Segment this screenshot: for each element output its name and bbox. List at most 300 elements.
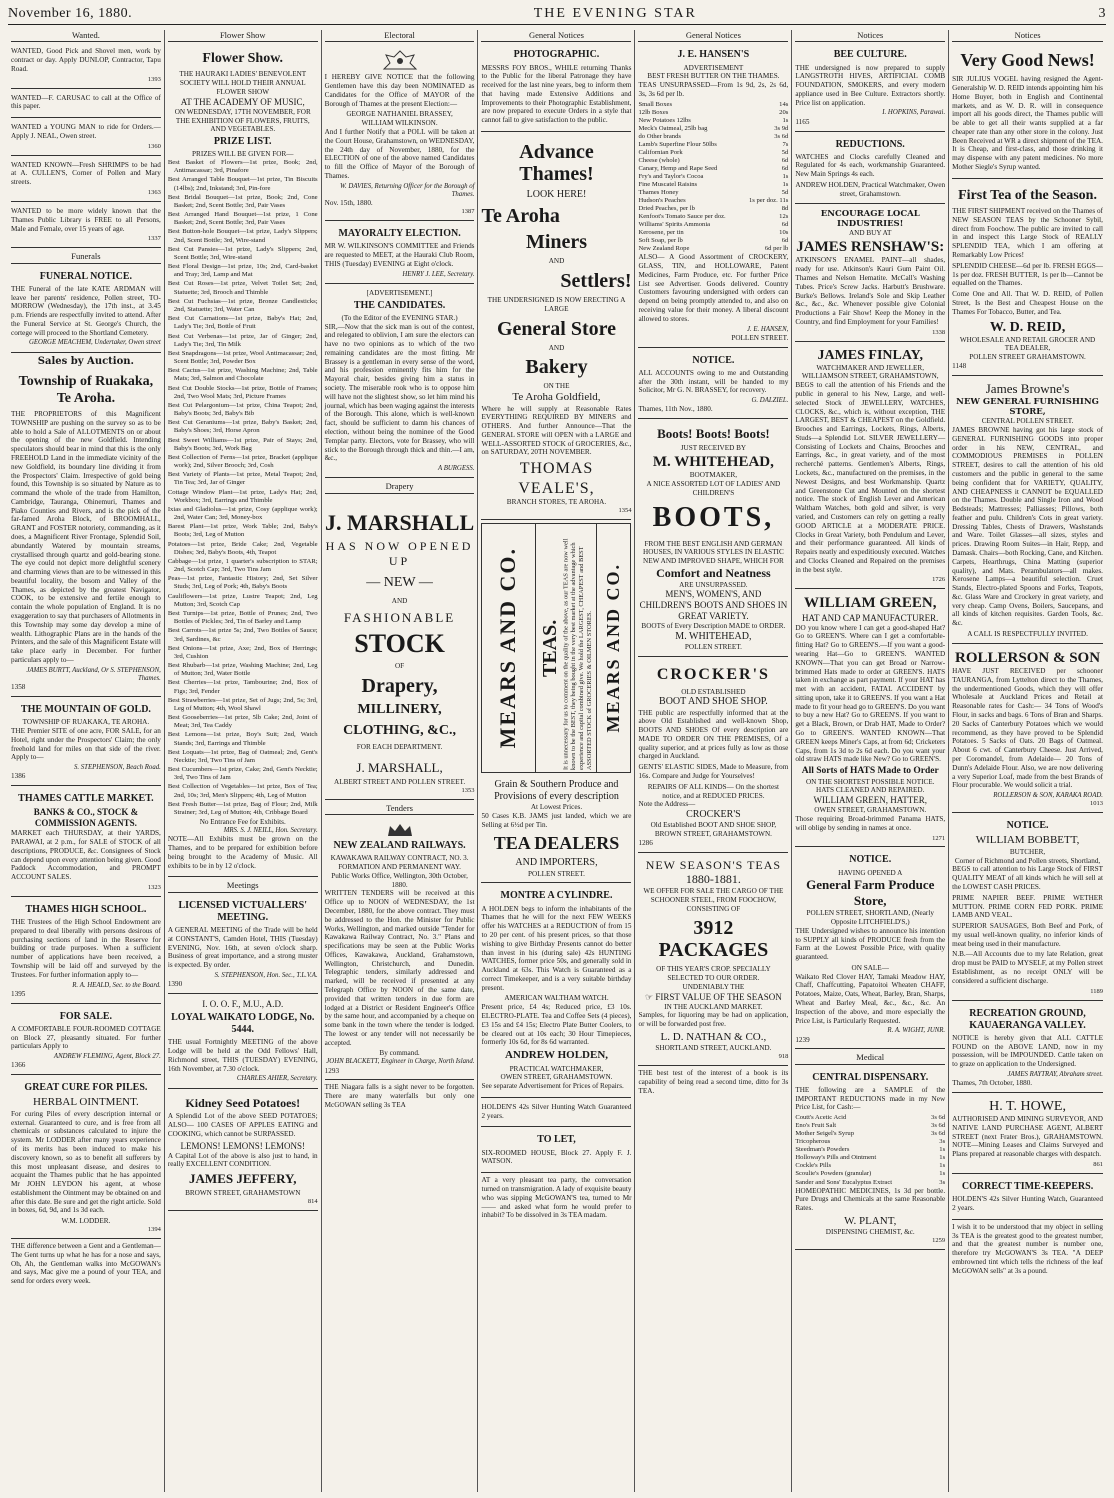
prize-item: Cottage Window Plant—1st prize, Lady's Hat; 2nd, Workbox; 3rd, Earrings and Thimble: [167, 488, 318, 504]
prize-item: Best Cherries—1st prize, Tambourine; 2nd, Box of Figs; 3rd, Fender: [167, 679, 318, 695]
cattle-text: MARKET each THURSDAY, at their YARDS, PARAWAI, at 2 p.m., for SALE of STOCK of all descriptions, PRODUCE, &c. Consignees of Stock can depend upon every attention being given. Good Paddock Accommodation, and PROMPT ACCOUNT SALES.: [11, 829, 161, 882]
veale-addr: BRANCH STORES, TE AROHA.: [506, 498, 607, 507]
price-row-price: 20s: [779, 108, 789, 116]
piles-title: GREAT CURE FOR PILES.: [24, 1082, 148, 1094]
let-ad: [481, 1130, 631, 1173]
disp-row-price: 1s: [939, 1154, 946, 1162]
lv-ad: [168, 896, 318, 994]
whitehead-ad: [638, 422, 788, 657]
prize-item: Best Cut Roses—1st prize, Velvet Toilet Set; 2nd, Statuette; 3rd, Brooch and Thimble: [167, 280, 318, 296]
ruakaka-text: THE PROPRIETORS of this Magnificent TOWNSHIP are pushing on the survey so as to be able to hold a Sale of ALLOTMENTS on or about the opening of the new Goldfield. Intending speculators should bear in mind that this is the only FREEHOLD Land in the immediate vicinity of the new Goldfield, its boundary line dividing it from the Prospectors' Claim. Irrespective of gold being found, this Township is so situated by Nature as to command the whole of the trade from Hamilton, Cambridge, Tauranga, Ohinemuri, Thames and Piako Counties and Rivers, and is the pick of the far-famed Aroha Block, of BROOMHALL, GRANT and FOSTER notoriety, commanding, as it does, a Magnificent River Frontage, Splendid Soil, abundantly Watered by mountain streams, crystallised through quartz and gold-bearing stone. The eye could not depict more delightful scenery and charming views than are to be witnessed in this beautiful locality, the bosom and Valley of the Thames, as depicted by the greatest Navigator, COOK, to be extensive and fertile enough to contain the whole population of England. It is no exaggeration to say that purchasers of Allotments in this Township may some day develop a mine of wealth. Lithographic Plans are in the hands of the Printers, and the sale of this Magnificent Estate will take place early in December. For further particulars apply to—: [11, 410, 161, 664]
undersigned: THE UNDERSIGNED IS NOW ERECTING A LARGE: [487, 295, 626, 313]
column-notices-2: [949, 30, 1106, 1492]
price-row-price: 3s 6d: [774, 132, 789, 140]
howe-ad: [952, 1096, 1103, 1174]
flower-show-ad: [168, 45, 318, 877]
wh-addr: POLLEN STREET.: [684, 643, 742, 652]
on-the: ON THE: [543, 382, 570, 391]
let-text: SIX-ROOMED HOUSE, Block 27. Apply F. J. WATSON.: [481, 1148, 632, 1166]
green-sub: HAT AND CAP MANUFACTURER.: [802, 612, 939, 623]
prize-item: Best Collection of Vegetables—1st prize, Box of Tea; 2nd, 10s; 3rd, Men's Slippers; 4th, Leg of Mutton: [167, 783, 318, 799]
wanted-text: WANTED to be more widely known that the Thames Public Library is FREE to all Persons, Male and Female, over 15 years of age.: [11, 206, 161, 233]
look-here: LOOK HERE!: [526, 189, 587, 201]
butter: BEST FRESH BUTTER ON THE THAMES.: [647, 72, 780, 81]
prize-title: PRIZE LIST.: [213, 136, 272, 148]
shortest: ON THE SHORTEST POSSIBLE NOTICE.: [805, 777, 935, 786]
prize-item: Potatoes—1st prize, Bride Cake; 2nd, Vegetable Dishes; 3rd, Baby's Boots, 4th, Teapot: [167, 540, 318, 556]
te-aroha: Te Aroha: [481, 205, 560, 228]
finlay-addr: WILLIAMSON STREET, GRAHAMSTOWN,: [801, 372, 939, 381]
flower-at: AT THE ACADEMY OF MUSIC,: [180, 96, 305, 107]
crocker-addr: BROWN STREET, GRAHAMSTOWN.: [654, 830, 772, 839]
disp-row-label: Coutt's Acetic Acid: [795, 1114, 847, 1122]
crocker-text: THE public are respectfully informed that at the above Old Established and well-known Shop, BOOTS AND SHOES Of every description are MADE TO ORDER ON THE PREMISES, Of a quality superior, and at prices fully as low as those charged in Auckland.: [638, 708, 789, 761]
montre-text: A HOLDEN begs to inform the inhabitants of the Thames that he will for the next FEW WEEKS offer his WATCHES at a REDUCTION of from 15 to 20 per cent. of his present prices, so that those wishing to give Birthday Presents cannot do better than invest in his (during sale) 42s HUNTING WATCHES, former price 50s, and generally sold in Auckland at 63s. This Watch is Guaranteed as a correct Timekeeper, and is a very suitable birthday present.: [481, 904, 632, 992]
price-row-label: Lamb's Superfine Flour 50lbs: [638, 140, 717, 148]
renshaw-ad: [795, 207, 945, 342]
renshaw-num: 1338: [932, 328, 946, 336]
wanted-text: WANTED—F. CARUSAC to call at the Office of this paper.: [11, 93, 161, 111]
gold-title: THE MOUNTAIN OF GOLD.: [20, 704, 151, 716]
hansen-adv: ADVERTISEMENT: [683, 63, 744, 72]
school-sig: R. A. HEALD, Sec. to the Board.: [72, 981, 161, 989]
grain-ad: [481, 777, 631, 883]
finlay-ad: [795, 345, 945, 590]
price-row-label: Kenfoot's Tomato Sauce per doz.: [638, 213, 726, 221]
prize-item: Cabbage—1st prize, 1 quarter's subscription to STAR; 2nd, Scotch Cap; 3rd, Two Tins Jam: [167, 557, 318, 574]
general-store: General Store: [496, 317, 616, 340]
column-wanted: [8, 30, 165, 1492]
bobbett-text: BEGS to call attention to his Large Stock of FIRST QUALITY MEAT of all kinds which he will sell at the LOWEST CASH PRICES.: [952, 865, 1103, 891]
recreation: RECREATION GROUND, KAUAERANGA VALLEY.: [969, 1007, 1086, 1031]
prize-item: Best Cut Carnations—1st prize, Baby's Hat; 2nd, Lady's Tie; 3rd, Bottle of Fruit: [167, 315, 318, 331]
notice-title: NOTICE.: [692, 354, 735, 366]
holden-text: See separate Advertisement for Prices of Repairs.: [481, 1082, 624, 1091]
disp-row-price: 3s: [939, 1138, 946, 1146]
prize-item: Cauliflowers—1st prize, Lustre Teapot; 2nd, Leg Mutton; 3rd, Scotch Cap: [167, 592, 318, 608]
col4-closing: AT a very pleasant tea party, the conversation turned on transmigration. A lady of exquisite beauty who was sipping McGOWAN'S tea, turned to Mr —— and asked what form he would prefer to inhabit? To be dissolved in 3s TEA madam.: [481, 1176, 632, 1220]
green-ad: [795, 592, 945, 847]
disp-row: [795, 1179, 945, 1187]
price-row-price: 1s: [782, 172, 789, 180]
section-head-auction: Sales by Auction.: [37, 355, 135, 367]
wanted-ad: [11, 92, 161, 119]
cattle-sub: BANKS & CO., STOCK & COMMISSION AGENTS.: [33, 807, 139, 829]
section-head-notices-2: Notices: [952, 30, 1103, 42]
price-row-label: New Zealand Rope: [638, 245, 690, 253]
tender-sig: JOHN BLACKETT, Engineer in Charge, North Island.: [326, 1058, 475, 1066]
price-row-label: Fry's and Taylor's Cocoa: [638, 172, 704, 180]
masthead-page: 3: [1098, 5, 1106, 21]
marshall-fashionable: FASHIONABLE: [343, 610, 456, 625]
mayoralty-sig: HENRY J. LEE, Secretary.: [402, 270, 475, 278]
marshall-has: HAS NOW OPENED UP: [325, 538, 474, 568]
sausages: SUPERIOR SAUSAGES, Both Beef and Pork, of my usual well-known quality, no inferior kinds of meat being used in their manufacture.: [952, 922, 1103, 948]
dispensary-ad: [795, 1068, 945, 1250]
marshall-new: — NEW —: [366, 575, 433, 591]
price-row-price: 1s: [782, 180, 789, 188]
electoral-ad: [325, 45, 475, 221]
column-flower-show: [165, 30, 322, 1492]
price-row-label: 12lb Boxes: [638, 108, 669, 116]
prize-item: Best Strawberries—1st prize, Set of Jugs; 2nd, 5s; 3rd, Leg of Mutton; 4th, Wool Shawl: [167, 696, 318, 712]
jeffery-addr: BROWN STREET, GRAHAMSTOWN: [185, 1189, 301, 1198]
holden-sig-2: ANDREW HOLDEN, Practical Watchmaker, Owen street, Grahamstown.: [795, 181, 946, 198]
piles-sub: HERBAL OINTMENT.: [33, 1096, 139, 1109]
whitehead: M. WHITEHEAD,: [652, 453, 774, 470]
veale-num: 1354: [618, 507, 632, 515]
mears-ad: [481, 523, 631, 773]
price-row: [638, 117, 788, 125]
rec-text: NOTICE is hereby given that ALL CATTLE FOUND on the ABOVE LAND, now in my possession, will be IMPOUNDED. Cattle taken on to graze on application to the Undersigned.: [952, 1033, 1103, 1069]
col1-closing: THE difference between a Gent and a Gentleman—The Gent turns up what he has for a nose and says, Oh, Ah, the Gentleman walks into McGOWAN's and says, Mac give me a pound of your TEA, and send for orders every week.: [11, 1241, 161, 1286]
gents: GENTS' ELASTIC SIDES, Made to Measure, from 16s. Compare and Judge for Yourselves!: [638, 763, 789, 781]
disp-row-label: Mother Seigel's Syrup: [795, 1130, 855, 1138]
notice-text: ALL ACCOUNTS owing to me and Outstanding after the 30th instant, will be handed to my Solicitor, Mr G. N. BRASSEY, for recovery.: [638, 368, 789, 395]
prize-item: Best Cut Pansies—1st prize, Lady's Slippers; 2nd, Scent Bottle; 3rd, Wire-stand: [167, 245, 318, 261]
farm-title: General Farm Produce Store,: [806, 877, 935, 909]
wanted-num: 1393: [147, 75, 161, 83]
price-row: [638, 245, 788, 253]
boots-big: BOOTS,: [652, 502, 775, 534]
tender-text: WRITTEN TENDERS will be received at this Office up to NOON of WEDNESDAY, the 1st December, 1880, for the above contract. They must be addressed to the Hon. the Minister for Public Works, Wellington, and marked outside "Tender for Kawakawa Railway Contract, No. 3." Plans and specifications may be seen at the Public Works Offices, Kawakawa, Auckland, Grahamstown, Wellington, Christchurch, and Dunedin. Telegraphic tenders, similarly addressed and marked, will be received if presented at any Telegraph Office by NOON of the same date, provided that written tenders in due form are lodged at a District or Resident Engineer's Office by the same hour, and accompanied by a cheque on some bank in the town where the tender is lodged. The lowest or any tender will not necessarily be accepted.: [324, 889, 475, 1047]
disp-row-label: Cockle's Pills: [795, 1162, 832, 1170]
price-row: [638, 189, 788, 197]
farm-notice: NOTICE.: [849, 854, 892, 866]
piles-num: 1394: [147, 1226, 161, 1234]
mayoralty-ad: [325, 224, 475, 284]
prize-item: Best Rhubarb—1st prize, Washing Machine; 2nd, Leg of Mutton; 3rd, Water Bottle: [167, 662, 318, 678]
teas-title: TEAS.: [538, 619, 561, 677]
rec-date: Thames, 7th October, 1880.: [952, 1079, 1033, 1088]
sale-num: 1366: [11, 1061, 26, 1070]
price-row: [638, 141, 788, 149]
prize-item: Best Arranged Table Bouquet—1st prize, Tin Biscuits (14lbs); 2nd, Inkstand; 3rd, Pin-fore: [167, 176, 318, 192]
samples: Samples, for liquoring may be had on application, or will be forwarded post free.: [638, 1011, 789, 1029]
disp-row-label: Sander and Sons' Eucalyptus Extract: [795, 1178, 893, 1186]
section-head-tenders: Tenders: [325, 803, 475, 815]
piles-ad: [11, 1078, 161, 1239]
reductions-ad: [795, 135, 945, 204]
bee-sig: I. HOPKINS, Parawai.: [882, 109, 946, 117]
kidney-title: Kidney Seed Potatoes!: [185, 1095, 301, 1110]
dispensary: CENTRAL DISPENSARY.: [812, 1071, 929, 1083]
piles-sig: W.M. LODDER.: [61, 1217, 111, 1226]
prize-item: Best Cucumbers—1st prize, Cake; 2nd, Gent's Necktie; 3rd, Two Tins of Jam: [167, 766, 318, 782]
rec-sig: JAMES RAYTRAY, Abraham street.: [1007, 1071, 1103, 1078]
crocker-ad: [638, 660, 788, 853]
section-head-flower: Flower Show: [168, 30, 318, 42]
formation: FORMATION AND PERMANENT WAY.: [338, 863, 461, 872]
gold-text: THE Premier SITE of one acre, FOR SALE, for an Hotel, right under the Prospectors' Claim; the only freehold land for miles on that side of the river. Apply to—: [11, 727, 161, 762]
lodge-text: THE usual Fortnightly MEETING of the above Lodge will be held at the Odd Fellows' Hall, Richmond street, THIS (TUESDAY) EVENING, 16th November, at 7.30 o'clock.: [167, 1038, 318, 1073]
notice-date: Thames, 11th Nov., 1880.: [638, 405, 713, 414]
prize-item: Best Collection of Ferns—1st prize, Bracket (applique work); 2nd, Silver Brooch; 3rd, Cosh: [167, 453, 318, 470]
farm-list: Waikato Red Clover HAY, Tamaki Meadow HAY, Chaff, Chaffcutting, Papatoitoi Wheaten CHAFF, Potatoes, Maize, Oats, Wheat, Barley, Bran, Sharps, Wheat and Barley Meal, &c., &c., &c. An Inspection of the above, and more especially the Price List, is Particularly Requested.: [795, 972, 946, 1025]
flower-date: ON WEDNESDAY, 17TH NOVEMBER, FOR THE EXHIBITION OF FLOWERS, FRUITS, AND VEGETABLES.: [174, 107, 311, 134]
first-value-text: FIRST VALUE OF THE SEASON: [655, 991, 782, 1002]
bee-ad: [795, 45, 945, 131]
plant-sub: DISPENSING CHEMIST, &c.: [825, 1228, 915, 1237]
order: BOOTS of Every Description MADE to ORDER.: [641, 622, 786, 631]
sale-title: FOR SALE.: [59, 1010, 113, 1022]
mayoralty-title: MAYORALTY ELECTION.: [338, 228, 461, 239]
price-row: [638, 213, 788, 221]
wanted-ad: [11, 121, 161, 155]
school-num: 1395: [11, 989, 26, 998]
cand-title: THE CANDIDATES.: [353, 299, 446, 311]
price-row-price: 5d: [781, 148, 789, 156]
price-row-price: 6d: [781, 164, 789, 172]
prize-item: Best Cut Fuchsias—1st prize, Bronze Candlesticks; 2nd, Statuette; 3rd, Water Can: [167, 297, 318, 313]
price-row-label: Williams' Spirits Ammonia: [638, 221, 711, 229]
butcher: BUTCHER,: [1009, 847, 1046, 856]
price-row: [638, 109, 788, 117]
masthead-date: November 16, 1880.: [8, 5, 133, 21]
year: 1880-1881.: [685, 872, 741, 887]
hansen-ad: [638, 45, 788, 347]
elec-text: I HEREBY GIVE NOTICE that the following Gentlemen have this day been NOMINATED as Candidates for the Office of MAYOR of the Borough of Thames at the present Election:—: [324, 73, 475, 108]
bobbett-addr: Corner of Richmond and Pollen streets, Shortland,: [954, 856, 1101, 865]
elec-cand-1: GEORGE NATHANIEL BRASSEY,: [346, 110, 453, 119]
bobbett-nb: N.B.—All Accounts due to my late Relation, great drop must be PAID to MYSELF, at my Pollen street Establishment, as no receipt ONLY will be considered a sufficient discharge.: [952, 950, 1103, 985]
settlers: Settlers!: [560, 269, 632, 292]
ruakaka-title: Township of Ruakaka, Te Aroha.: [18, 373, 154, 406]
price-row-price: 3s 9d: [774, 124, 789, 132]
and-label: AND: [548, 257, 565, 266]
column-electoral: [322, 30, 479, 1492]
green-panama: Those requiring Broad-brimmed Panama HATS, will oblige by sending in names at once.: [795, 814, 946, 832]
and-label-2: AND: [548, 343, 565, 352]
green-text: DO you know where I can get a good-shaped Hat? Go to GREEN'S. Where can I get a comfortable-fitting Hat? Go to GREEN'S.—If you want a good-wearing Hat—Go to GREEN'S. WANTED KNOWN—That you can get Broad or Narrow-brimmed Hats made to order at GREEN'S. HATS taken in exchange as part payment. If your HAT has met with an accident, FATAL ACCIDENT by sitting upon, take it to GREEN'S. If you want a Hat made to fit your head go to GREEN'S. Do you want to buy a new Hat? Go to GREEN'S. If you want to get a Black, Brown, or Drab HAT, Made to Order? Go to GREEN'S. WANTED KNOWN—That GREEN keeps Miner's Caps, at from 6d; Cricketers Caps, from 1s 3d to 2s 6d each. Do you want your old straw HATS made like New? Go to GREEN'S.: [795, 623, 946, 764]
cattle-ad: [11, 789, 161, 897]
bee-title: BEE CULTURE.: [833, 49, 907, 61]
market: IN THE AUCKLAND MARKET.: [664, 1002, 763, 1011]
bobbett-notice: NOTICE.: [1006, 820, 1049, 832]
lv-text: A GENERAL MEETING of the Trade will be held at CONSTANT'S, Camden Hotel, THIS (Tuesday) EVENING, Nov. 16th, at seven o'clock sharp. Business of great importance, and a strong muster is expected. By order.: [167, 926, 318, 970]
holden-addr: OWEN STREET, GRAHAMSTOWN.: [500, 1073, 613, 1082]
news-text: SIR JULIUS VOGEL having resigned the Agent-Generalship W. D. REID intends appointing him his Home Buyer, both in English and Continental markets, and as W. D. R. will in consequence import all his goods direct, the Thames public will be able to get all their wants supplied at a far cheaper rate than any other store in the colony. Just Been Received at WR a direct shipment of the TEA. It is Cheap, and first-class, and those drinking it may dispense with any patent medicines. No more Mother Siegle's Syrup wanted.: [952, 75, 1103, 171]
firsttea: First Tea of the Season.: [958, 187, 1097, 203]
reid-num: 1148: [952, 361, 967, 370]
wanted-num: 1337: [147, 235, 161, 243]
cattle-title: THAMES CATTLE MARKET.: [18, 793, 154, 805]
just-received: JUST RECEIVED BY: [680, 444, 747, 453]
columns: [8, 30, 1106, 1492]
disp-row-price: 3s 6d: [931, 1122, 946, 1130]
price-row-price: 6d: [781, 221, 789, 229]
photo-title: PHOTOGRAPHIC.: [513, 49, 600, 61]
browne-ad: [952, 379, 1103, 644]
lemons: LEMONS! LEMONS! LEMONS!: [180, 1140, 305, 1151]
mayoralty-text: MR W. WILKINSON'S COMMITTEE and Friends are requested to MEET, at the Hauraki Club Room, THIS (Tuesday) EVENING at Eight o'clock.: [324, 242, 475, 268]
marshall-stock: STOCK: [354, 628, 445, 658]
finlay-num: 1726: [932, 576, 946, 584]
masthead: [8, 2, 1106, 25]
section-head-general-2: General Notices: [638, 30, 788, 42]
price-row-price: 8d: [781, 205, 789, 213]
price-row-price: 1s per doz. 11s: [749, 197, 789, 205]
price-row-label: Soft Soap, per lb: [638, 237, 683, 245]
first-value: [638, 992, 788, 1003]
correct-text: HOLDEN'S 42s Silver Hunting Watch, Guaranteed 2 years.: [952, 1195, 1103, 1212]
news: Very Good News!: [960, 50, 1095, 71]
watches-text: WATCHES and Clocks carefully Cleaned and Regulated for 4s each, workmanship Guaranteed. New Main Springs 4s each.: [795, 152, 946, 179]
marshall-of: OF: [394, 662, 405, 671]
prize-item: Best Bridal Bouquet—1st prize, Book; 2nd, Cone Basket; 2nd, Scent Bottle; 3rd, Pair Vases: [167, 193, 318, 209]
cand-text: SIR,—Now that the sick man is out of the contest, and relegated to oblivion, I am sure the electors can have no two opinions as to which of the two remaining candidates are the most fitting. Mr Brassey is a gentleman in every sense of the word, and his profession eminently fits him for the Mayoral chair, besides giving him a status in society. The miserable rook who is to oppose him will have not the slightest show, so let him mind his journal, which has been waging against the interests of the Borough. This alone, which is well-known fact, should be sufficient to damn his chances of election, without being the nominee of the Good Templar party. Electors, vote for Brassey, who will stick to the Borough through thick and thin.—I am, &c.,: [324, 322, 475, 463]
disp-row-price: 3s 6d: [931, 1130, 946, 1138]
bee-num: 1165: [795, 117, 810, 126]
farm-num: 1239: [795, 1035, 810, 1044]
undeniably: UNDENIABLY THE: [682, 982, 745, 991]
season: NEW SEASON'S TEAS: [645, 857, 782, 872]
crocker: CROCKER'S: [656, 666, 770, 684]
gold-sig: S. STEPHENSON, Beach Road.: [73, 764, 161, 772]
repairs: REPAIRS OF ALL KINDS— On the shortest notice, and at REDUCED PRICES.: [647, 782, 780, 800]
tender-num: 1293: [324, 1066, 340, 1075]
prize-list: [168, 159, 318, 817]
prize-item: Best Fresh Butter—1st prize, Bag of Flour; 2nd, Milk Strainer; 3rd, Leg of Mutton; 4th, Cribbage Board: [167, 800, 318, 816]
recreation-ad: [952, 1004, 1103, 1094]
jeffery-num: 814: [307, 1197, 318, 1205]
section-head-meetings: Meetings: [168, 880, 318, 892]
bobbett-ad: [952, 816, 1103, 1000]
firsttea-ad: [952, 182, 1103, 376]
advance-title: Advance Thames!: [519, 141, 594, 186]
hansen-also: ALSO— A Good Assortment of CROCKERY, GLASS, TIN, and HOLLOWARE, Patent Medicines, Farm Produce, etc. For further Price List see Advertiser. Goods delivered. Country Customers favouring undersigned with orders can depend on being promptly attended to, and also on receiving value for their money. A liberal discount allowed to stores.: [638, 253, 789, 323]
disp-row: [795, 1170, 945, 1178]
cand-sig: A BURGESS.: [437, 465, 475, 473]
marshall-title: J. MARSHALL: [325, 509, 475, 535]
prize-sub: PRIZES WILL BE GIVEN FOR—: [192, 150, 294, 159]
cleaned: HATS CLEANED AND REPAIRED.: [816, 786, 925, 795]
marshall-millinery: MILLINERY,: [357, 702, 442, 718]
importers: AND IMPORTERS,: [515, 857, 598, 869]
disp-row: [795, 1122, 945, 1130]
tender-ad: [325, 818, 475, 1080]
farm-having: HAVING OPENED A: [838, 868, 903, 877]
mears-body: It is unnecessary for us to comment on the quality of the above, as our TEAS are now well known to be the BEST, they being bought in the very best market at the advantage which experience and capital combined give. We hold the LARGEST, CHEAPEST and BEST ASSORTED STOCK of GROCERIES & OILMEN STORES.: [562, 538, 593, 770]
flower-sig: MRS. S. J. NEILL, Hon. Secretary.: [223, 826, 318, 834]
tender-by: By command.: [379, 1049, 420, 1058]
nathan-ad: [638, 856, 788, 1066]
price-row-label: Cheese (whole): [638, 156, 680, 164]
disp-row: [795, 1130, 945, 1138]
prize-item: Best Snapdragons—1st prize, Wool Antimacassar; 2nd, Scent Bottle; 3rd, Powder Box: [167, 349, 318, 366]
price-row-price: 6d: [781, 156, 789, 164]
encourage: ENCOURAGE LOCAL INDUSTRIES!: [820, 208, 920, 229]
disp-row: [795, 1114, 945, 1122]
reid-addr: POLLEN STREET GRAHAMSTOWN.: [969, 353, 1086, 362]
disp-row: [795, 1138, 945, 1146]
reid-sub: WHOLESALE AND RETAIL GROCER AND TEA DEALER,: [959, 335, 1096, 353]
price-row: [638, 165, 788, 173]
price-row-label: Meck's Oatmeal, 25lb bag: [638, 124, 708, 132]
farm-addr: POLLEN STREET, SHORTLAND, (Nearly Opposite LITCHFIELD'S,): [806, 909, 934, 926]
marshall-sig: J. MARSHALL,: [356, 760, 443, 776]
reid: W. D. REID,: [989, 319, 1066, 335]
no-entrance: No Entrance Fee for Exhibits.: [199, 818, 286, 827]
dalziel-ad: [638, 351, 788, 420]
school-ad: [11, 900, 161, 1004]
prize-item: Peas—1st prize, Fantastic History; 2nd, Set Silver Studs; 3rd, Leg of Pork; 4th, Baby's Boots: [167, 575, 318, 591]
section-head-drapery: Drapery: [325, 481, 475, 493]
funeral-notice: [11, 267, 161, 353]
disp-list: [795, 1114, 945, 1186]
disp-row: [795, 1146, 945, 1154]
prize-item: Best Variety of Plants—1st prize, Metal Teapot; 2nd, Tin Tea; 3rd, Jar of Ginger: [167, 471, 318, 487]
cand-to: (To the Editor of the EVENING STAR.): [341, 313, 458, 322]
browne-sub: NEW GENERAL FURNISHING STORE,: [956, 396, 1099, 417]
and-buy: AND BUY AT: [848, 229, 892, 238]
price-row: [638, 229, 788, 237]
roll-num: 1013: [1089, 800, 1103, 808]
lodge-sig: CHARLES AHIER, Secretary.: [236, 1075, 318, 1083]
unsurpassed: ARE UNSURPASSED.: [679, 580, 748, 589]
boots-head: Boots! Boots! Boots!: [657, 426, 770, 442]
lemons-text: A Capital Lot of the above is also just to hand, in really EXCELLENT CONDITION.: [167, 1151, 318, 1169]
disp-row-label: Scoulie's Powders (granular): [795, 1170, 872, 1178]
lv-sig: S. STEPHENSON, Hon. Sec., T.L.V.A.: [214, 971, 318, 979]
dealers: TEA DEALERS: [493, 832, 620, 853]
kidney-ad: [168, 1092, 318, 1211]
price-row-price: 6d: [781, 237, 789, 245]
sorts: All Sorts of HATS Made to Order: [801, 766, 939, 777]
grain-text: 50 Cases K.B. JAMS just landed, which we are Selling at 6½d per Tin.: [481, 812, 632, 829]
marshall-clothing: CLOTHING, &C.,: [343, 723, 456, 739]
finlay: JAMES FINLAY,: [817, 347, 923, 363]
section-head-electoral: Electoral: [325, 30, 475, 42]
gold-num: 1386: [11, 772, 26, 781]
crown-icon: [325, 822, 475, 838]
prize-item: Barest Plant—1st prize, Work Table; 2nd, Baby's Boots; 3rd, Leg of Mutton: [167, 523, 318, 539]
bootmaker: BOOTMAKER,: [689, 471, 738, 480]
price-row-label: New Potatoes 12lbs: [638, 116, 691, 124]
candidates-letter: [325, 287, 475, 479]
elec-cand-2: WILLIAM WILKINSON.: [361, 119, 438, 128]
gold-ad: [11, 700, 161, 786]
column-notices-1: [792, 30, 949, 1492]
section-head-notices-1: Notices: [795, 30, 945, 42]
price-row-label: Kerosene, per tin: [638, 229, 684, 237]
price-row-price: 12s: [779, 213, 789, 221]
hansen-addr: POLLEN STREET.: [731, 333, 789, 342]
bakery: Bakery: [525, 356, 588, 379]
farm-ad: [795, 850, 945, 1049]
disp-text: THE following are a SAMPLE of the IMPORTANT REDUCTIONS made in my New Price List, for Cash:—: [795, 1085, 946, 1112]
nathan-addr: SHORTLAND STREET, AUCKLAND.: [655, 1044, 772, 1053]
holden-ad: [481, 886, 631, 1097]
prize-item: Best Turnips—1st prize, Bottle of Prunes; 2nd, Two Bottles of Pickles; 3rd, Tin of Barley and Lamp: [167, 610, 318, 626]
farm-sig: R. A. WIGHT, JUNR.: [887, 1027, 946, 1035]
wanted-ad: [11, 205, 161, 248]
hansen-price-list: [638, 101, 788, 254]
reductions: REDUCTIONS.: [835, 138, 905, 150]
grain: Grain & Southern Produce and Provisions of every description: [494, 778, 619, 803]
photo-text: MESSRS FOY BROS., WHILE returning Thanks to the Public for the liberal Patronage they have received for the last nine years, beg to inform them that having made Extensive Additions and Improvements to their Photographic Establishment, are now prepared to execute Orders in a style that cannot fail to give satisfaction to the public.: [481, 63, 632, 125]
plant: W. PLANT,: [844, 1214, 897, 1227]
price-row-label: Thames Honey: [638, 189, 679, 197]
disp-row-label: Holloway's Pills and Ointment: [795, 1154, 877, 1162]
price-row: [638, 101, 788, 109]
pollen-street: POLLEN STREET.: [528, 869, 585, 878]
lv-num: 1390: [167, 980, 183, 989]
comfort: Comfort and Neatness: [656, 565, 771, 580]
prize-item: Best Cut Pelargonium—1st prize, China Teapot; 2nd, Baby's Boots; 3rd, Baby's Bib: [167, 401, 318, 418]
correct: CORRECT TIME-KEEPERS.: [961, 1180, 1094, 1192]
homeopathic: HOMEOPATHIC MEDICINES, 1s 3d per bottle. Pure Drugs and Chemicals at the same Reasonable Rates.: [795, 1186, 946, 1213]
